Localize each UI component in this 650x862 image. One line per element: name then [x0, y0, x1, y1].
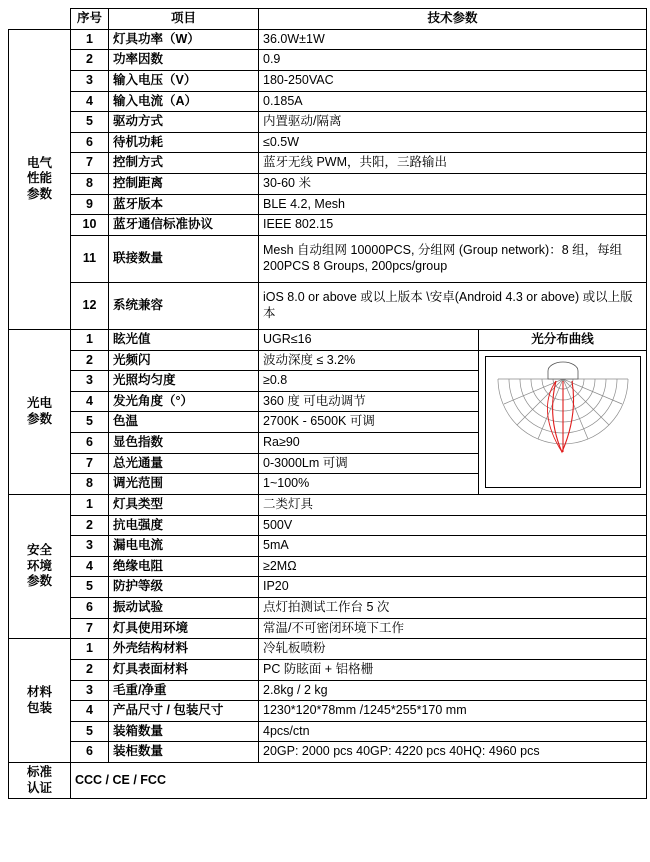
- row-no: 3: [71, 70, 109, 91]
- row-item: 功率因数: [109, 50, 259, 71]
- row-item: 控制方式: [109, 153, 259, 174]
- row-value: 500V: [259, 515, 647, 536]
- table-row: [9, 721, 647, 742]
- light-distribution-title: 光分布曲线: [479, 329, 647, 350]
- row-no: 12: [71, 282, 109, 329]
- row-no: 8: [71, 174, 109, 195]
- row-no: 5: [71, 412, 109, 433]
- row-value: 4pcs/ctn: [259, 721, 647, 742]
- group-label-line: 参数: [26, 187, 52, 202]
- group-label-line: 性能: [26, 171, 52, 186]
- row-value: 36.0W±1W: [259, 29, 647, 50]
- row-no: 4: [71, 91, 109, 112]
- row-value: ≥0.8: [259, 371, 479, 392]
- table-row: [9, 680, 647, 701]
- row-value: PC 防眩面 + 铝格栅: [259, 659, 647, 680]
- row-no: 9: [71, 194, 109, 215]
- table-row: [9, 235, 647, 282]
- row-item: 灯具功率（W）: [109, 29, 259, 50]
- row-value: 常温/不可密闭环境下工作: [259, 618, 647, 639]
- row-item: 灯具表面材料: [109, 659, 259, 680]
- group-label-electrical: [9, 29, 71, 329]
- row-value: IEEE 802.15: [259, 215, 647, 236]
- row-no: 3: [71, 536, 109, 557]
- table-row: [9, 577, 647, 598]
- row-value: 180-250VAC: [259, 70, 647, 91]
- row-value: 2700K - 6500K 可调: [259, 412, 479, 433]
- row-no: 7: [71, 453, 109, 474]
- group-label-line: 认证: [26, 780, 52, 795]
- row-no: 6: [71, 598, 109, 619]
- row-no: 1: [71, 494, 109, 515]
- group-label-line: 安全: [26, 543, 52, 558]
- row-value: 360 度 可电动调节: [259, 391, 479, 412]
- row-value: 1230*120*78mm /1245*255*170 mm: [259, 701, 647, 722]
- row-no: 1: [71, 639, 109, 660]
- table-row: [9, 215, 647, 236]
- row-item: 光频闪: [109, 350, 259, 371]
- group-label-certification: [9, 763, 71, 799]
- group-label-line: 包装: [26, 700, 52, 715]
- row-no: 7: [71, 153, 109, 174]
- table-row: [9, 659, 647, 680]
- row-value: 2.8kg / 2 kg: [259, 680, 647, 701]
- row-item: 眩光值: [109, 329, 259, 350]
- table-header-row: [9, 9, 647, 30]
- group-label-line: 材料: [26, 685, 52, 699]
- group-label-line: 光电: [26, 396, 52, 411]
- row-no: 6: [71, 132, 109, 153]
- row-no: 5: [71, 721, 109, 742]
- row-value: 冷轧板喷粉: [259, 639, 647, 660]
- row-item: 色温: [109, 412, 259, 433]
- table-row: [9, 494, 647, 515]
- table-row: [9, 132, 647, 153]
- row-value: 波动深度 ≤ 3.2%: [259, 350, 479, 371]
- row-value: Mesh 自动组网 10000PCS, 分组网 (Group network)：8 组，每组 200PCS 8 Groups, 200pcs/group: [259, 235, 647, 282]
- row-value: ≤0.5W: [259, 132, 647, 153]
- table-row: [9, 556, 647, 577]
- row-item: 待机功耗: [109, 132, 259, 153]
- row-value: BLE 4.2, Mesh: [259, 194, 647, 215]
- row-item: 蓝牙通信标准协议: [109, 215, 259, 236]
- row-item: 漏电电流: [109, 536, 259, 557]
- row-no: 3: [71, 680, 109, 701]
- table-row: [9, 29, 647, 50]
- row-value: iOS 8.0 or above 或以上版本 \安卓(Android 4.3 or above) 或以上版本: [259, 282, 647, 329]
- group-label-line: 环境: [26, 558, 52, 573]
- row-no: 11: [71, 235, 109, 282]
- row-item: 输入电流（A）: [109, 91, 259, 112]
- table-row: [9, 153, 647, 174]
- row-no: 5: [71, 577, 109, 598]
- table-row: [9, 618, 647, 639]
- row-no: 7: [71, 618, 109, 639]
- row-value: 1~100%: [259, 474, 479, 495]
- row-item: 防护等级: [109, 577, 259, 598]
- row-no: 10: [71, 215, 109, 236]
- row-value: 30-60 米: [259, 174, 647, 195]
- table-row: [9, 350, 647, 371]
- header-blank-cell: [9, 9, 71, 30]
- row-item: 控制距离: [109, 174, 259, 195]
- table-row: [9, 742, 647, 763]
- light-distribution-cell: [479, 350, 647, 494]
- row-item: 显色指数: [109, 433, 259, 454]
- row-value: 20GP: 2000 pcs 40GP: 4220 pcs 40HQ: 4960 pcs: [259, 742, 647, 763]
- row-item: 灯具使用环境: [109, 618, 259, 639]
- row-no: 1: [71, 29, 109, 50]
- row-item: 光照均匀度: [109, 371, 259, 392]
- row-no: 8: [71, 474, 109, 495]
- header-item: 项目: [109, 9, 259, 30]
- table-row: [9, 70, 647, 91]
- group-label-line: 标准: [26, 765, 52, 779]
- row-value: UGR≤16: [259, 329, 479, 350]
- row-value: 二类灯具: [259, 494, 647, 515]
- row-item: 输入电压（V）: [109, 70, 259, 91]
- table-row: [9, 112, 647, 133]
- group-label-photometric: [9, 329, 71, 494]
- table-row: [9, 701, 647, 722]
- row-no: 3: [71, 371, 109, 392]
- row-no: 4: [71, 556, 109, 577]
- row-value: 0.185A: [259, 91, 647, 112]
- polar-light-distribution-icon: [485, 356, 641, 488]
- group-label-material: [9, 639, 71, 763]
- row-value: ≥2MΩ: [259, 556, 647, 577]
- row-item: 装箱数量: [109, 721, 259, 742]
- table-row: [9, 91, 647, 112]
- row-item: 振动试验: [109, 598, 259, 619]
- row-no: 2: [71, 50, 109, 71]
- group-label-line: 参数: [26, 411, 52, 426]
- row-item: 毛重/净重: [109, 680, 259, 701]
- table-row: [9, 515, 647, 536]
- row-no: 4: [71, 391, 109, 412]
- row-item: 灯具类型: [109, 494, 259, 515]
- row-item: 装柜数量: [109, 742, 259, 763]
- row-no: 6: [71, 742, 109, 763]
- table-row: [9, 50, 647, 71]
- row-no: 4: [71, 701, 109, 722]
- row-item: 调光范围: [109, 474, 259, 495]
- row-no: 2: [71, 350, 109, 371]
- table-row: [9, 536, 647, 557]
- row-item: 驱动方式: [109, 112, 259, 133]
- table-row: [9, 329, 647, 350]
- row-value: 5mA: [259, 536, 647, 557]
- header-no: 序号: [71, 9, 109, 30]
- row-item: 绝缘电阻: [109, 556, 259, 577]
- header-param: 技术参数: [259, 9, 647, 30]
- row-no: 2: [71, 515, 109, 536]
- row-item: 外壳结构材料: [109, 639, 259, 660]
- table-row: [9, 639, 647, 660]
- specification-table: [8, 8, 647, 799]
- row-no: 6: [71, 433, 109, 454]
- row-item: 发光角度（°）: [109, 391, 259, 412]
- table-row: [9, 174, 647, 195]
- certification-value: CCC / CE / FCC: [71, 763, 647, 799]
- row-item: 系统兼容: [109, 282, 259, 329]
- row-value: 蓝牙无线 PWM，共阳，三路输出: [259, 153, 647, 174]
- row-item: 产品尺寸 / 包装尺寸: [109, 701, 259, 722]
- row-value: Ra≥90: [259, 433, 479, 454]
- group-label-line: 电气: [26, 155, 52, 170]
- row-value: IP20: [259, 577, 647, 598]
- table-row: [9, 598, 647, 619]
- row-item: 抗电强度: [109, 515, 259, 536]
- group-label-line: 参数: [26, 574, 52, 589]
- row-no: 1: [71, 329, 109, 350]
- row-value: 内置驱动/隔离: [259, 112, 647, 133]
- row-value: 0.9: [259, 50, 647, 71]
- row-no: 2: [71, 659, 109, 680]
- row-item: 蓝牙版本: [109, 194, 259, 215]
- row-item: 总光通量: [109, 453, 259, 474]
- table-row: [9, 194, 647, 215]
- row-value: 0-3000Lm 可调: [259, 453, 479, 474]
- row-item: 联接数量: [109, 235, 259, 282]
- row-no: 5: [71, 112, 109, 133]
- group-label-safety: [9, 494, 71, 638]
- table-row: [9, 282, 647, 329]
- row-value: 点灯拍测试工作台 5 次: [259, 598, 647, 619]
- table-row-certification: [9, 763, 647, 799]
